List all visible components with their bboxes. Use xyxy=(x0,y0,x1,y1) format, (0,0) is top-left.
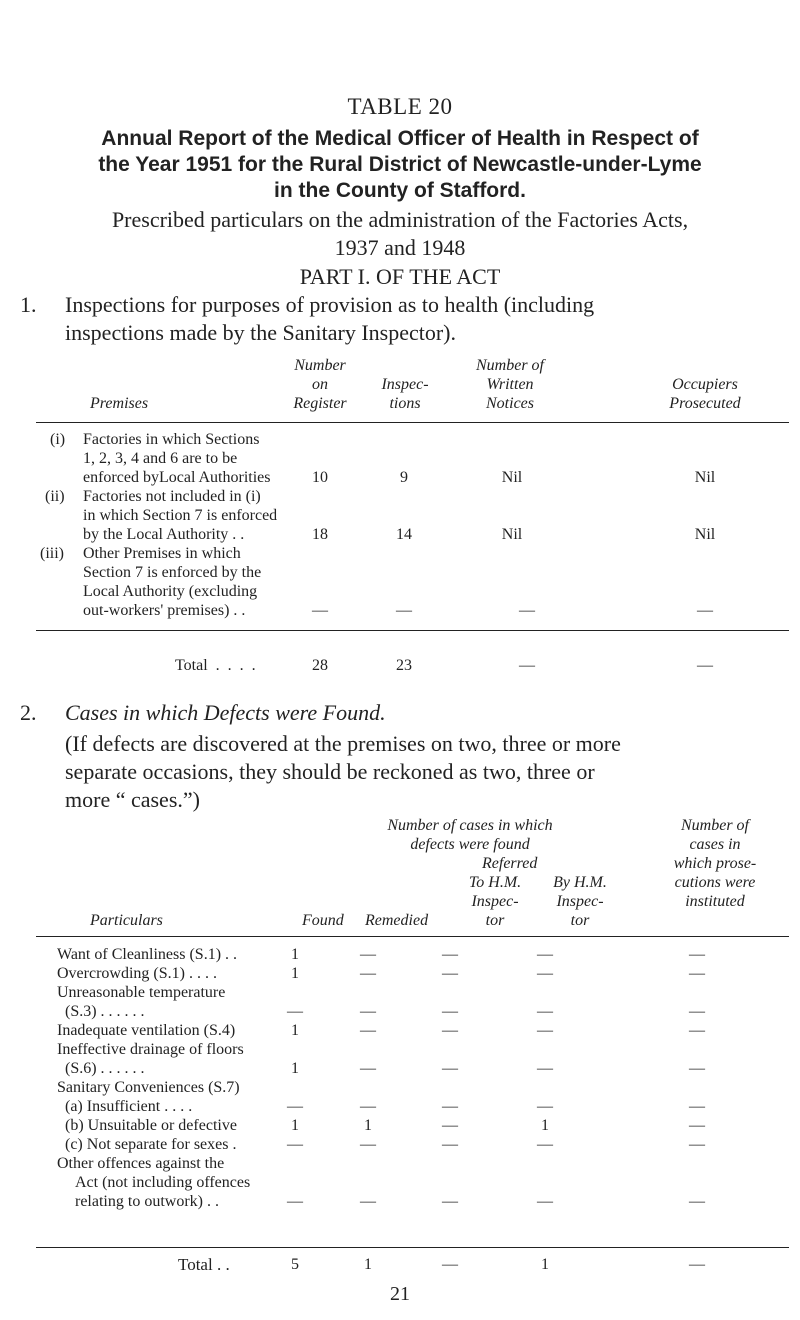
cell-by-hm: — xyxy=(537,965,553,982)
cell-remedied: — xyxy=(360,1136,376,1153)
header-particulars: Particulars xyxy=(90,912,163,929)
cell-found: 1 xyxy=(291,1022,299,1039)
table-rule xyxy=(36,630,789,631)
total-label: Total . . . . xyxy=(175,657,256,674)
cell-prosecuted: Nil xyxy=(694,469,716,486)
section-title: inspections made by the Sanitary Inspector). xyxy=(65,320,457,345)
cell-register: 10 xyxy=(312,469,328,486)
section-title: Cases in which Defects were Found. xyxy=(65,700,386,725)
cell-prosecutions: — xyxy=(689,1117,705,1134)
cell-prosecutions: — xyxy=(689,1060,705,1077)
header-to-hm: To H.M. Inspec- tor xyxy=(468,874,522,929)
cell-found: — xyxy=(287,1003,303,1020)
table-rule xyxy=(36,422,789,423)
total-found: 5 xyxy=(291,1256,299,1273)
table-row-label: Overcrowding (S.1) . . . . xyxy=(57,965,217,982)
table-label: TABLE 20 xyxy=(347,94,453,119)
table-row-label: Want of Cleanliness (S.1) . . xyxy=(57,946,238,963)
section-note: (If defects are discovered at the premises on two, three or more xyxy=(65,731,621,756)
total-register: 28 xyxy=(312,657,328,674)
cell-remedied: — xyxy=(360,965,376,982)
header-by-hm: By H.M. Inspec- tor xyxy=(553,874,607,929)
cell-to-hm: — xyxy=(442,1003,458,1020)
cell-to-hm: — xyxy=(442,1117,458,1134)
cell-to-hm: — xyxy=(442,1136,458,1153)
cell-to-hm: — xyxy=(442,946,458,963)
cell-prosecutions: — xyxy=(689,965,705,982)
cell-by-hm: — xyxy=(537,1003,553,1020)
table-row-label: Other offences against the Act (not including offences relating to outwork) . . xyxy=(57,1155,251,1210)
cell-to-hm: — xyxy=(442,965,458,982)
table-rule xyxy=(36,936,789,937)
header-found-group: Number of cases in which defects were found xyxy=(387,817,553,853)
cell-remedied: — xyxy=(360,946,376,963)
cell-register: — xyxy=(312,602,328,619)
section-note: more “ cases.”) xyxy=(65,787,200,812)
page-number: 21 xyxy=(390,1283,410,1305)
cell-found: 1 xyxy=(291,946,299,963)
part-title: PART I. OF THE ACT xyxy=(299,264,501,289)
header-premises: Premises xyxy=(90,395,149,412)
header-notices: Number of Written Notices xyxy=(476,357,544,412)
table-rule xyxy=(36,1247,789,1248)
cell-notices: Nil xyxy=(501,469,523,486)
cell-to-hm: — xyxy=(442,1098,458,1115)
cell-notices: Nil xyxy=(501,526,523,543)
total-label: Total . . xyxy=(178,1255,230,1274)
section-number: 1. xyxy=(20,292,37,317)
cell-inspections: — xyxy=(396,602,412,619)
cell-found: — xyxy=(287,1136,303,1153)
total-to-hm: — xyxy=(442,1256,458,1273)
cell-remedied: — xyxy=(360,1022,376,1039)
cell-by-hm: — xyxy=(537,1098,553,1115)
cell-inspections: 14 xyxy=(396,526,412,543)
header-prosecuted: Occupiers Prosecuted xyxy=(669,376,741,412)
report-title-line: the Year 1951 for the Rural District of Newcastle-under-Lyme xyxy=(98,153,702,176)
report-title-line: in the County of Stafford. xyxy=(274,179,526,202)
section-title: Inspections for purposes of provision as to health (including xyxy=(65,292,595,317)
intro-line: 1937 and 1948 xyxy=(334,235,466,260)
total-notices: — xyxy=(519,657,535,674)
table-row-label: Unreasonable temperature (S.3) . . . . . . xyxy=(57,984,226,1020)
cell-remedied: — xyxy=(360,1098,376,1115)
cell-remedied: 1 xyxy=(364,1117,372,1134)
cell-found: 1 xyxy=(291,965,299,982)
cell-prosecuted: Nil xyxy=(694,526,716,543)
table-row-label: (c) Not separate for sexes . xyxy=(65,1136,237,1153)
header-remedied: Remedied xyxy=(365,912,429,929)
table-row-label: Ineffective drainage of floors (S.6) . . . . . . xyxy=(57,1041,244,1077)
cell-by-hm: — xyxy=(537,1136,553,1153)
table-row-label: (a) Insufficient . . . . xyxy=(65,1098,193,1115)
row-roman: (ii) xyxy=(45,488,65,505)
cell-by-hm: — xyxy=(537,946,553,963)
row-description: Factories not included in (i) in which Section 7 is enforced by the Local Authority . . xyxy=(83,488,278,543)
cell-remedied: — xyxy=(360,1003,376,1020)
section-note: separate occasions, they should be reckoned as two, three or xyxy=(65,759,595,784)
cell-prosecutions: — xyxy=(689,1193,705,1210)
cell-prosecutions: — xyxy=(689,1098,705,1115)
table-row-label: Sanitary Conveniences (S.7) xyxy=(57,1079,240,1096)
cell-found: 1 xyxy=(291,1117,299,1134)
total-inspections: 23 xyxy=(396,657,412,674)
cell-by-hm: — xyxy=(537,1060,553,1077)
cell-prosecutions: — xyxy=(689,1003,705,1020)
section-number: 2. xyxy=(20,700,37,725)
total-remedied: 1 xyxy=(364,1256,372,1273)
cell-to-hm: — xyxy=(442,1060,458,1077)
header-referred: Referred xyxy=(482,855,538,872)
cell-remedied: — xyxy=(360,1193,376,1210)
cell-to-hm: — xyxy=(442,1193,458,1210)
cell-to-hm: — xyxy=(442,1022,458,1039)
cell-found: 1 xyxy=(291,1060,299,1077)
cell-prosecutions: — xyxy=(689,946,705,963)
cell-prosecutions: — xyxy=(689,1136,705,1153)
cell-prosecuted: — xyxy=(697,602,713,619)
cell-by-hm: — xyxy=(537,1022,553,1039)
total-by-hm: 1 xyxy=(541,1256,549,1273)
header-prosecutions: Number of cases in which prose- cutions were instituted xyxy=(673,817,757,910)
header-found: Found xyxy=(302,912,344,929)
cell-inspections: 9 xyxy=(400,469,408,486)
row-roman: (i) xyxy=(50,431,66,448)
report-title-line: Annual Report of the Medical Officer of Health in Respect of xyxy=(101,127,699,150)
cell-by-hm: — xyxy=(537,1193,553,1210)
cell-by-hm: 1 xyxy=(541,1117,549,1134)
cell-remedied: — xyxy=(360,1060,376,1077)
table-row-label: (b) Unsuitable or defective xyxy=(65,1117,237,1134)
row-roman: (iii) xyxy=(40,545,64,562)
total-prosecuted: — xyxy=(697,657,713,674)
cell-prosecutions: — xyxy=(689,1022,705,1039)
cell-found: — xyxy=(287,1098,303,1115)
cell-notices: — xyxy=(519,602,535,619)
intro-line: Prescribed particulars on the administration of the Factories Acts, xyxy=(111,207,689,232)
row-description: Factories in which Sections 1, 2, 3, 4 and 6 are to be enforced byLocal Authorities xyxy=(83,431,271,486)
row-description: Other Premises in which Section 7 is enforced by the Local Authority (excluding out-workers' premises) . . xyxy=(83,545,262,619)
table-row-label: Inadequate ventilation (S.4) xyxy=(57,1022,236,1039)
header-inspections: Inspec- tions xyxy=(381,376,429,412)
cell-found: — xyxy=(287,1193,303,1210)
total-prosecutions: — xyxy=(689,1256,705,1273)
cell-register: 18 xyxy=(312,526,328,543)
header-register: Number on Register xyxy=(293,357,347,412)
